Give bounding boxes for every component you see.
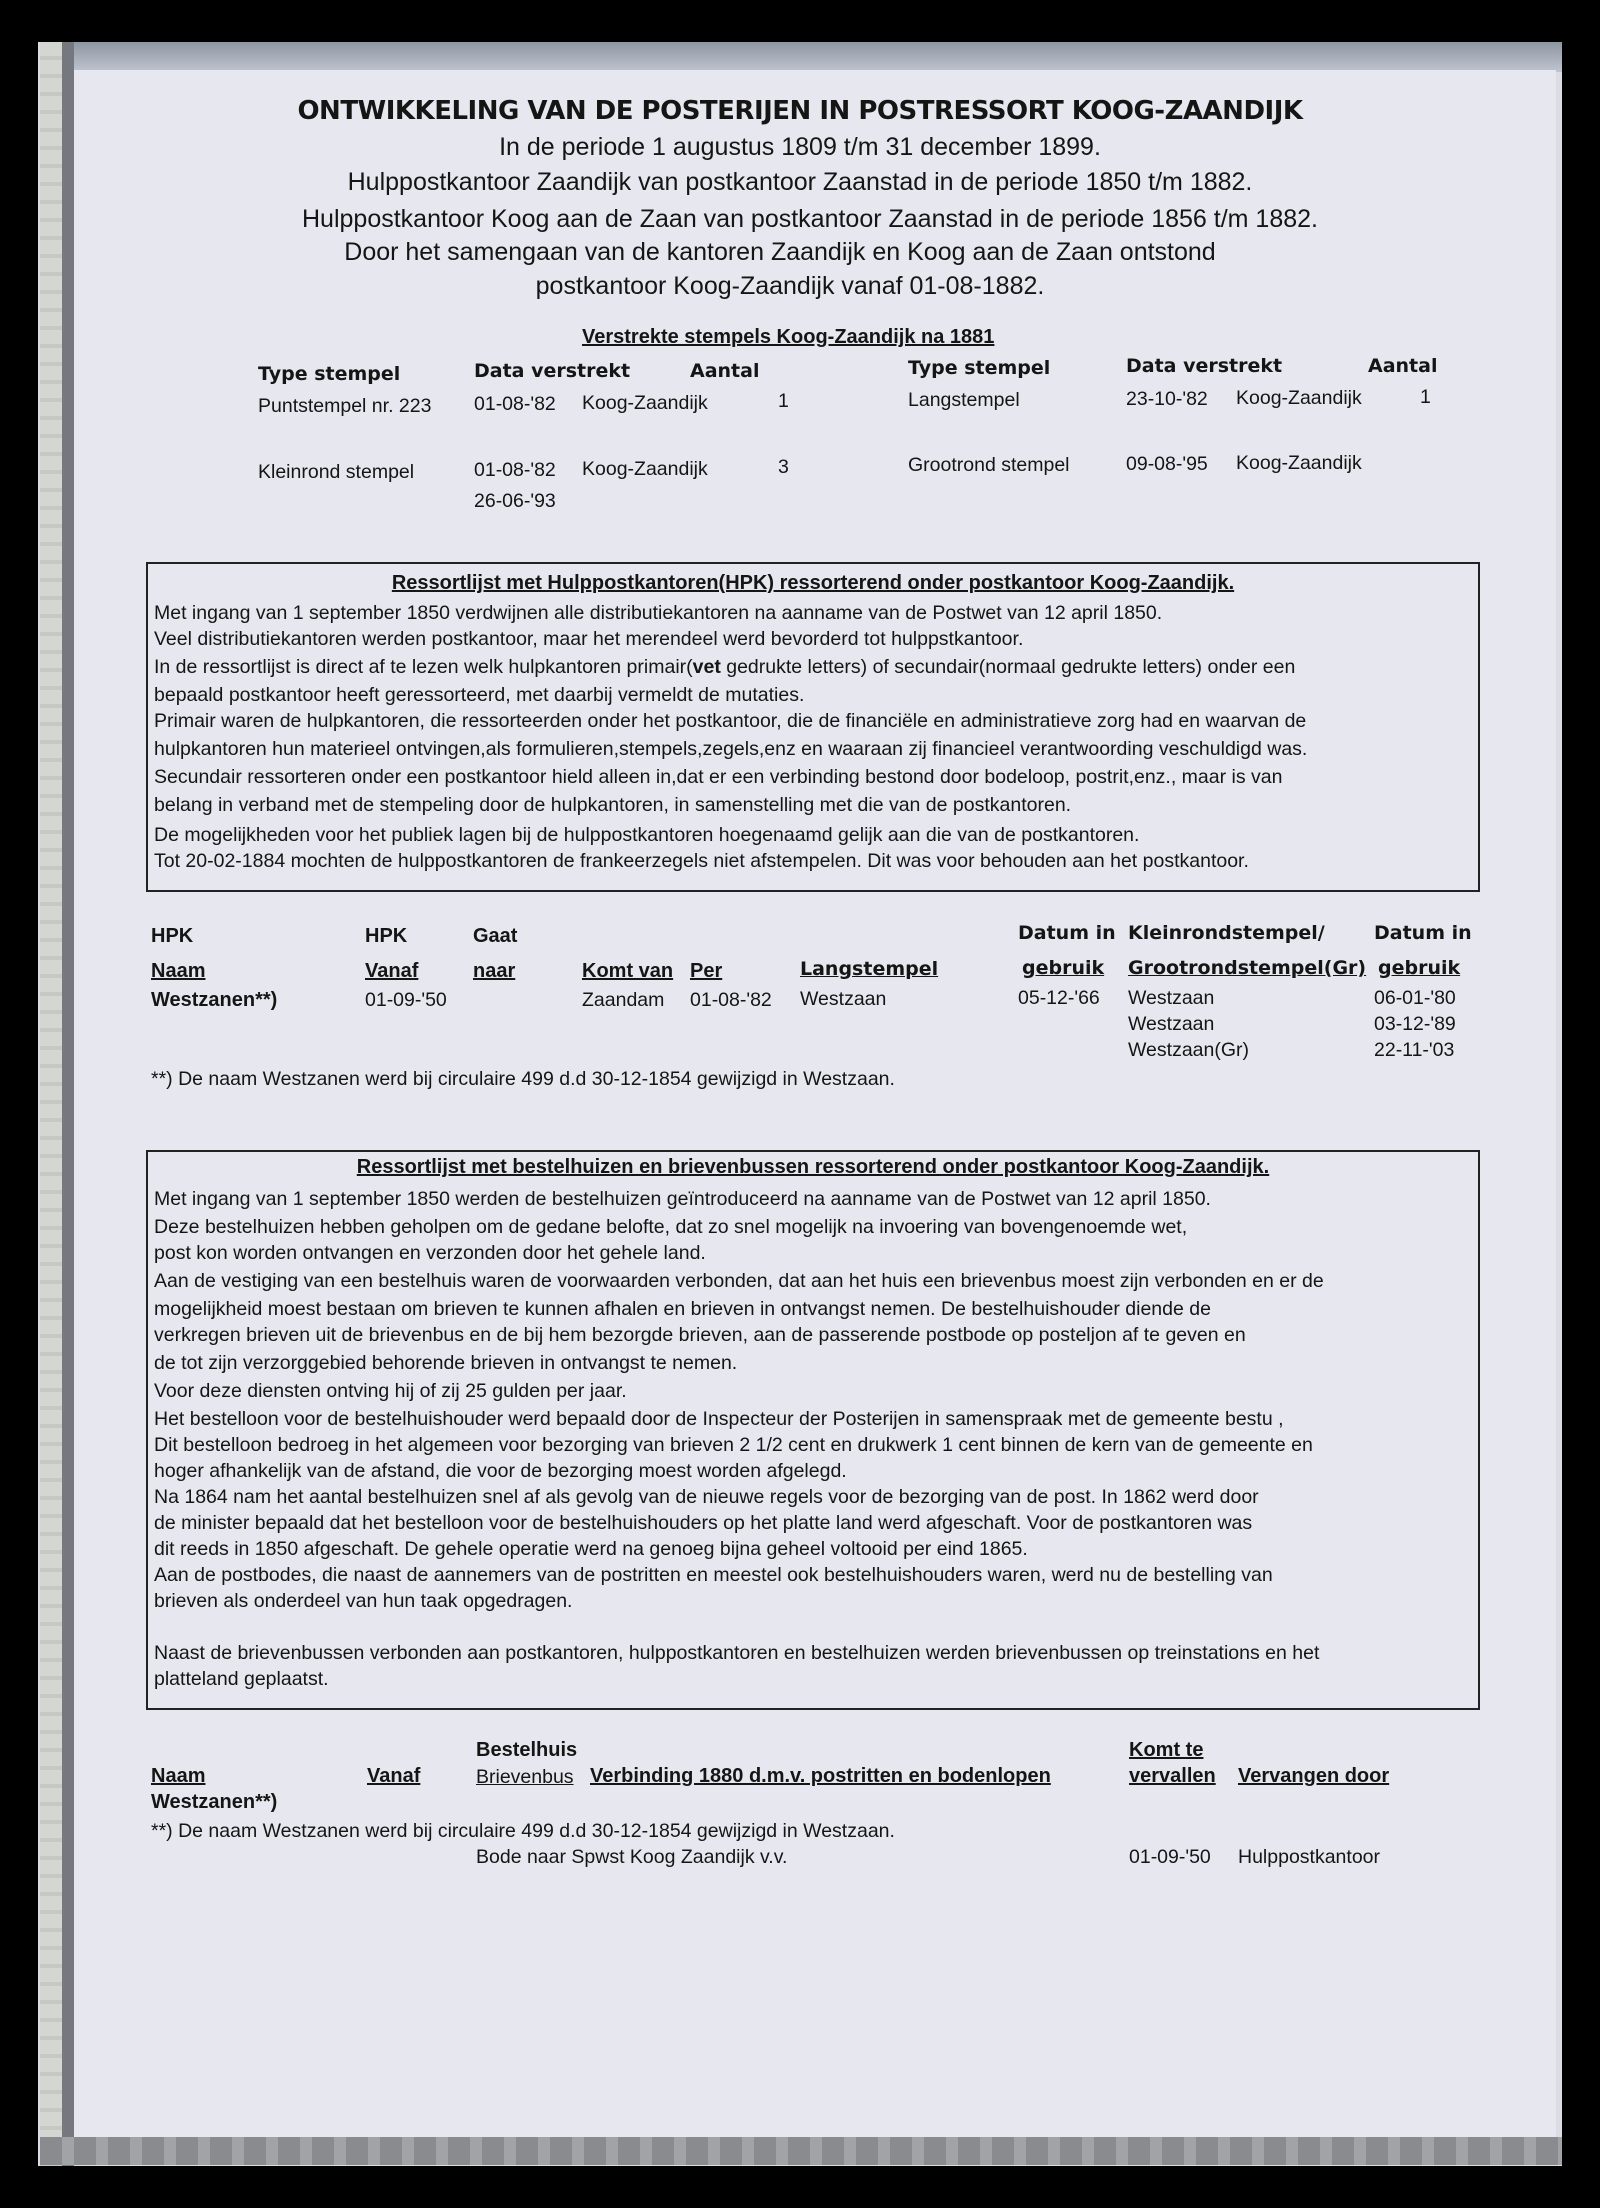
hpk-th-top: Datum in xyxy=(1018,922,1116,944)
stamp-place: Koog-Zaandijk xyxy=(582,392,708,414)
bestel-box-line: Het bestelloon voor de bestelhuishouder werd bepaald door de Inspecteur der Posterijen in samenspraak met de gemeente bestu , xyxy=(154,1408,1284,1430)
stamps-col-date-right: Data verstrekt xyxy=(1126,355,1283,377)
stamp-count: 1 xyxy=(778,390,789,412)
hpk-th: Komt van xyxy=(582,960,674,982)
subtitle-line-4: Door het samengaan van de kantoren Zaandijk en Koog aan de Zaan ontstond xyxy=(344,238,1216,266)
stamp-date: 01-08-'82 xyxy=(474,393,556,415)
hpk-vanaf: 01-09-'50 xyxy=(365,989,447,1011)
bestel-footnote: **) De naam Westzanen werd bij circulaire 499 d.d 30-12-1854 gewijzigd in Westzaan. xyxy=(151,1820,895,1842)
stamp-date: 01-08-'82 xyxy=(474,459,556,481)
hpk-box-line-bold: vet xyxy=(692,656,721,678)
bestel-th-top-komt: Komt te xyxy=(1129,1739,1204,1761)
bestel-th-vanaf: Vanaf xyxy=(367,1765,421,1787)
stamp-type: Puntstempel nr. 223 xyxy=(258,395,432,417)
bestel-box-line: Na 1864 nam het aantal bestelhuizen snel af als gevolg van de nieuwe regels voor de bezorging van de post. In 1862 werd door xyxy=(154,1486,1259,1508)
hpk-rondstempel: Westzaan xyxy=(1128,987,1215,1009)
subtitle-line-1: In de periode 1 augustus 1809 t/m 31 december 1899. xyxy=(499,133,1101,161)
bestel-box-line: Met ingang van 1 september 1850 werden de bestelhuizen geïntroduceerd na aanname van de Postwet van 12 april 1850. xyxy=(154,1188,1211,1210)
hpk-box-line: Met ingang van 1 september 1850 verdwijnen alle distributiekantoren na aanname van de Postwet van 12 april 1850. xyxy=(154,602,1163,624)
stamps-col-count-right: Aantal xyxy=(1368,355,1438,377)
hpk-box-title: Ressortlijst met Hulppostkantoren(HPK) ressorterend onder postkantoor Koog-Zaandijk. xyxy=(391,572,1235,594)
hpk-th-top: HPK xyxy=(365,925,408,947)
stamps-col-count-left: Aantal xyxy=(690,360,760,382)
hpk-box-line: hulpkantoren hun materieel ontvingen,als formulieren,stempels,zegels,enz en waaraan zij financieel verantwoording veschuldigd was. xyxy=(154,738,1308,760)
subtitle-line-5: postkantoor Koog-Zaandijk vanaf 01-08-1882. xyxy=(535,272,1045,300)
page-title: ONTWIKKELING VAN DE POSTERIJEN IN POSTRESSORT KOOG-ZAANDIJK xyxy=(297,96,1303,126)
hpk-box-line: Primair waren de hulpkantoren, die ressorteerden onder het postkantoor, die de financiële en administratieve zorg had en waarvan de xyxy=(154,710,1307,732)
hpk-rond-datum: 06-01-'80 xyxy=(1374,987,1456,1009)
hpk-box-line: Tot 20-02-1884 mochten de hulppostkantoren de frankeerzegels niet afstempelen. Dit was voor behouden aan het postkantoor. xyxy=(154,850,1249,872)
bestel-th-top-bestelhuis: Bestelhuis xyxy=(476,1739,578,1761)
hpk-box-line xyxy=(154,656,1295,679)
bestel-box-line: dit reeds in 1850 afgeschaft. De gehele operatie werd na genoeg bijna geheel voltooid per eind 1865. xyxy=(154,1538,1028,1560)
hpk-th: Langstempel xyxy=(800,958,939,980)
hpk-name: Westzanen**) xyxy=(151,989,278,1011)
hpk-box-line: Secundair ressorteren onder een postkantoor hield alleen in,dat er een verbinding bestond door bodeloop, postrit,enz., maar is van xyxy=(154,766,1283,788)
stamps-col-date-left: Data verstrekt xyxy=(474,360,631,382)
hpk-komt-van: Zaandam xyxy=(582,989,665,1011)
bestel-verbinding: Bode naar Spwst Koog Zaandijk v.v. xyxy=(476,1846,788,1868)
stamp-type: Langstempel xyxy=(908,389,1020,411)
stamp-type: Kleinrond stempel xyxy=(258,461,415,483)
bestel-box-line: platteland geplaatst. xyxy=(154,1668,329,1690)
stamp-place: Koog-Zaandijk xyxy=(1236,387,1362,409)
hpk-th: naar xyxy=(473,960,516,982)
hpk-rond-datum: 03-12-'89 xyxy=(1374,1013,1456,1035)
hpk-box-line-part: gedrukte letters) of secundair(normaal gedrukte letters) onder een xyxy=(720,656,1296,678)
hpk-box-line: Veel distributiekantoren werden postkantoor, maar het merendeel werd bevorderd tot hulppstkantoor. xyxy=(154,628,1024,650)
hpk-th: Naam xyxy=(151,960,206,982)
bestel-th-brievenbus: Brievenbus xyxy=(476,1766,574,1788)
bestel-box-line: mogelijkheid moest bestaan om brieven te kunnen afhalen en brieven in ontvangst nemen. De bestelhuishouder diende de xyxy=(154,1298,1211,1320)
hpk-th: gebruik xyxy=(1022,957,1105,979)
bestel-box-line: hoger afhankelijk van de afstand, die voor de bezorging moest worden afgelegd. xyxy=(154,1460,847,1482)
bestel-th-vervallen: vervallen xyxy=(1129,1765,1216,1787)
binder-strip xyxy=(40,42,62,2166)
subtitle-line-3: Hulppostkantoor Koog aan de Zaan van postkantoor Zaanstad in de periode 1856 t/m 1882. xyxy=(302,205,1318,233)
hpk-th: Grootrondstempel(Gr) xyxy=(1128,957,1367,979)
bestel-vervallen: 01-09-'50 xyxy=(1129,1846,1211,1868)
bestel-th-vervangen: Vervangen door xyxy=(1238,1765,1390,1787)
bestel-name: Westzanen**) xyxy=(151,1791,278,1813)
bestel-box-line: de tot zijn verzorggebied behorende brieven in ontvangst te nemen. xyxy=(154,1352,738,1374)
stamps-col-type-right: Type stempel xyxy=(908,357,1051,379)
bestel-vervangen: Hulppostkantoor xyxy=(1238,1846,1381,1868)
stamp-date: 23-10-'82 xyxy=(1126,388,1208,410)
hpk-th-top: Kleinrondstempel/ xyxy=(1128,922,1325,944)
subtitle-line-2: Hulppostkantoor Zaandijk van postkantoor Zaanstad in de periode 1850 t/m 1882. xyxy=(347,168,1253,196)
bestel-box-line: Voor deze diensten ontving hij of zij 25 gulden per jaar. xyxy=(154,1380,627,1402)
hpk-rondstempel: Westzaan xyxy=(1128,1013,1215,1035)
hpk-box-line: De mogelijkheden voor het publiek lagen bij de hulppostkantoren hoegenaamd gelijk aan die van de postkantoren. xyxy=(154,824,1140,846)
hpk-th: Per xyxy=(690,960,723,982)
stamp-type: Grootrond stempel xyxy=(908,454,1070,476)
hpk-box-line-part: In de ressortlijst is direct af te lezen welk hulpkantoren primair( xyxy=(154,656,693,678)
hpk-info-box xyxy=(146,562,1480,892)
sleeve-bottom-edge xyxy=(40,2137,1562,2165)
bestel-box-line: Aan de vestiging van een bestelhuis waren de voorwaarden verbonden, dat aan het huis een brievenbus moest zijn verbonden en er de xyxy=(154,1270,1324,1292)
stamp-date: 09-08-'95 xyxy=(1126,453,1208,475)
hpk-rondstempel: Westzaan(Gr) xyxy=(1128,1039,1249,1061)
hpk-rond-datum: 22-11-'03 xyxy=(1374,1039,1455,1061)
sleeve-top-edge xyxy=(62,42,1562,72)
stamp-place: Koog-Zaandijk xyxy=(1236,452,1362,474)
binder-shadow xyxy=(62,42,74,2166)
bestel-box-line: Naast de brievenbussen verbonden aan postkantoren, hulppostkantoren en bestelhuizen werden brievenbussen op treinstations en het xyxy=(154,1642,1320,1664)
bestel-box-title: Ressortlijst met bestelhuizen en brievenbussen ressorterend onder postkantoor Koog-Zaandijk. xyxy=(356,1156,1270,1178)
hpk-box-line: belang in verband met de stempeling door de hulpkantoren, in samenstelling met die van de postkantoren. xyxy=(154,794,1072,816)
hpk-th: gebruik xyxy=(1378,957,1461,979)
stamp-date: 26-06-'93 xyxy=(474,490,556,512)
bestel-box-line: Aan de postbodes, die naast de aannemers van de postritten en meestel ook bestelhuishouders waren, werd nu de bestelling van xyxy=(154,1564,1273,1586)
hpk-th-top: Gaat xyxy=(473,925,518,947)
hpk-footnote: **) De naam Westzanen werd bij circulaire 499 d.d 30-12-1854 gewijzigd in Westzaan. xyxy=(151,1068,895,1090)
stamp-count: 3 xyxy=(778,456,789,478)
hpk-per: 01-08-'82 xyxy=(690,989,772,1011)
bestel-box-line: post kon worden ontvangen en verzonden door het gehele land. xyxy=(154,1242,706,1264)
bestel-th-verbinding: Verbinding 1880 d.m.v. postritten en bodenlopen xyxy=(590,1765,1051,1787)
bestel-box-line: Deze bestelhuizen hebben geholpen om de gedane belofte, dat zo snel mogelijk na invoering van bovengenoemde wet, xyxy=(154,1216,1188,1238)
stamp-place: Koog-Zaandijk xyxy=(582,458,708,480)
stamp-count: 1 xyxy=(1420,386,1431,408)
bestel-box-line: brieven als onderdeel van hun taak opgedragen. xyxy=(154,1590,573,1612)
bestel-th-naam: Naam xyxy=(151,1765,206,1787)
bestel-box-line: de minister bepaald dat het bestelloon voor de bestelhuishouders op het platte land werd afgeschaft. Voor de postkantoren was xyxy=(154,1512,1253,1534)
bestel-box-line: verkregen brieven uit de brievenbus en de bij hem bezorgde brieven, aan de passerende postbode op posteljon af te geven en xyxy=(154,1324,1246,1346)
hpk-th: Vanaf xyxy=(365,960,419,982)
bestel-box-line: Dit bestelloon bedroeg in het algemeen voor bezorging van brieven 2 1/2 cent en drukwerk 1 cent binnen de kern van de gemeente en xyxy=(154,1434,1313,1456)
hpk-lang-datum: 05-12-'66 xyxy=(1018,987,1100,1009)
hpk-th-top: HPK xyxy=(151,925,194,947)
hpk-th-top: Datum in xyxy=(1374,922,1472,944)
stamps-heading: Verstrekte stempels Koog-Zaandijk na 1881 xyxy=(582,326,995,348)
hpk-box-line: bepaald postkantoor heeft geressorteerd, met daarbij vermeldt de mutaties. xyxy=(154,684,805,706)
bestel-info-box xyxy=(146,1150,1480,1710)
hpk-langstempel: Westzaan xyxy=(800,988,887,1010)
stamps-col-type-left: Type stempel xyxy=(258,363,401,385)
